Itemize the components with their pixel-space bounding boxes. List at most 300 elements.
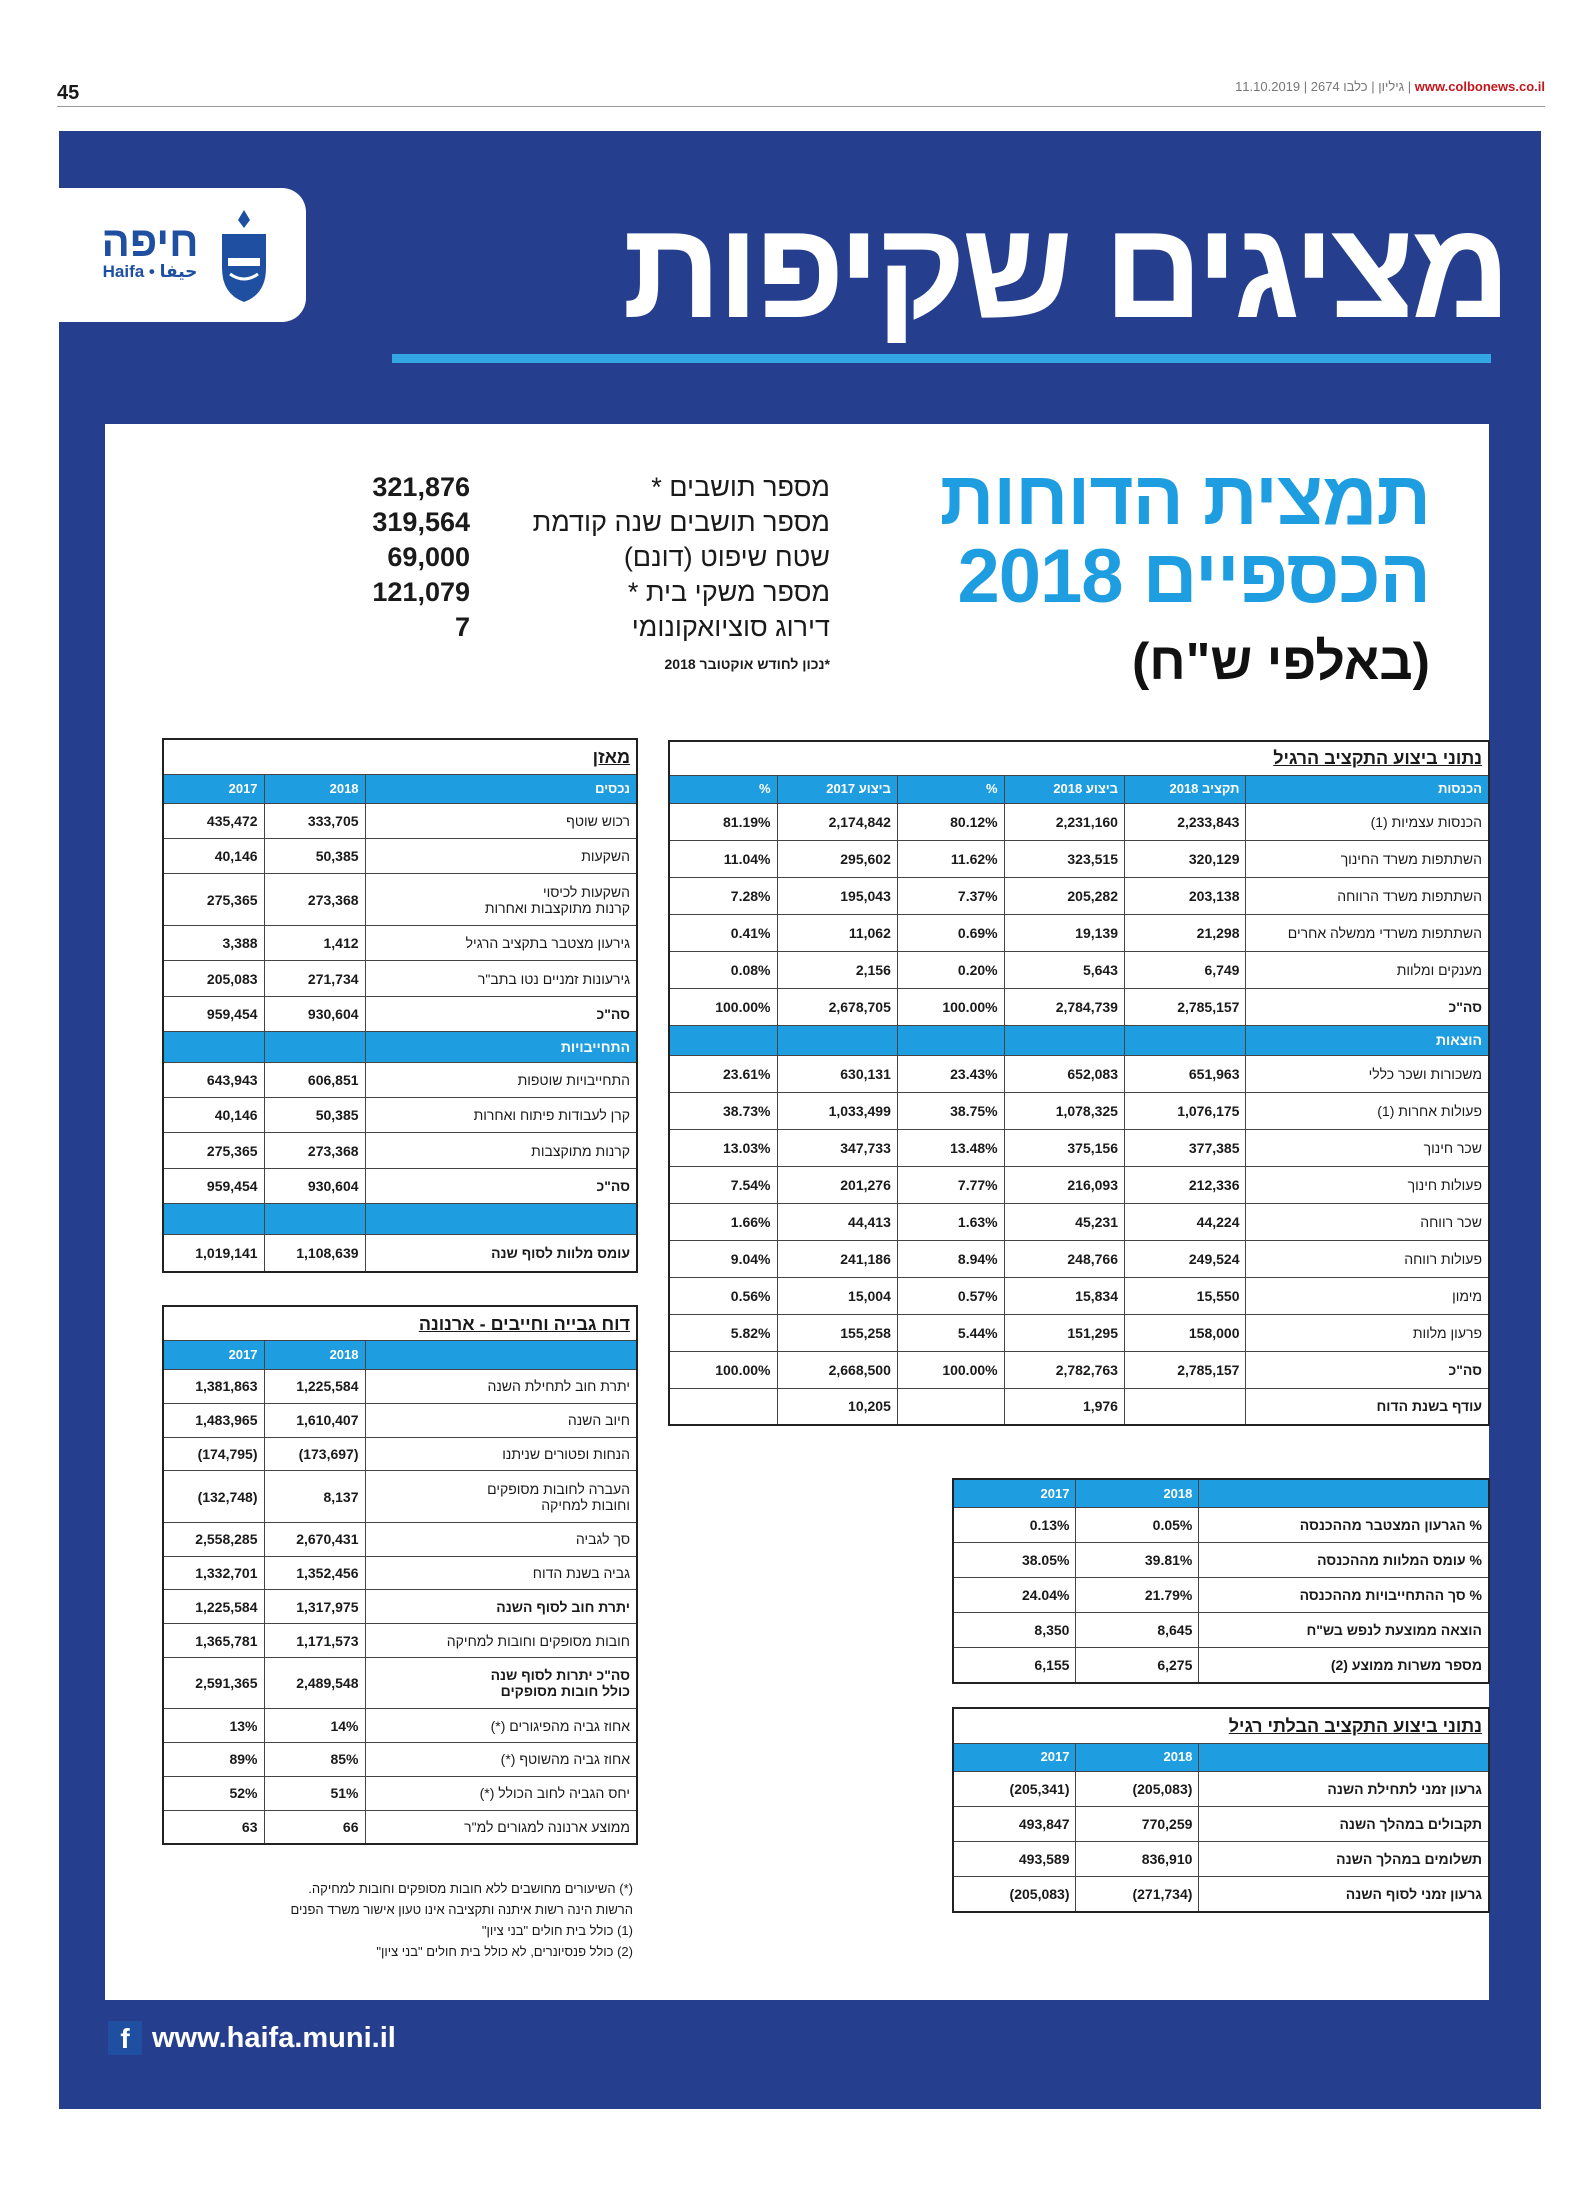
cell-value: 1,381,863 <box>163 1370 264 1404</box>
table-row <box>163 1168 637 1203</box>
cell-value: 375,156 <box>1004 1129 1124 1166</box>
summary-title-line1: תמצית הדוחות <box>939 456 1430 541</box>
top-site[interactable]: www.colbonews.co.il <box>1414 79 1545 94</box>
table-row <box>669 1166 1489 1203</box>
table-row <box>669 840 1489 877</box>
table-header-row <box>669 775 1489 803</box>
cell-value: 643,943 <box>163 1062 264 1097</box>
cell-value: 52% <box>163 1776 264 1810</box>
cell-value: 323,515 <box>1004 840 1124 877</box>
table-row <box>669 1129 1489 1166</box>
cell-value: 2,156 <box>777 951 897 988</box>
cell-value: 216,093 <box>1004 1166 1124 1203</box>
row-label <box>365 1341 637 1370</box>
row-label: סה"כ <box>1246 988 1489 1025</box>
row-label: עודף בשנת הדוח <box>1246 1388 1489 1425</box>
table-row <box>163 1624 637 1658</box>
table-caption-row <box>669 741 1489 775</box>
cell-value: 295,602 <box>777 840 897 877</box>
cell-value: 1,225,584 <box>264 1370 365 1404</box>
cell-value: 15,834 <box>1004 1277 1124 1314</box>
table-row <box>669 1092 1489 1129</box>
fact-row <box>360 610 830 645</box>
row-label: סה"כ <box>365 1168 637 1203</box>
cell-value: 2,785,157 <box>1124 1351 1246 1388</box>
cell-value: 51% <box>264 1776 365 1810</box>
cell-value: 2018 <box>1076 1479 1199 1508</box>
cell-value: 8,350 <box>953 1613 1076 1648</box>
table-row <box>163 1471 637 1522</box>
section-cell <box>264 1203 365 1234</box>
cell-value: 8.94% <box>897 1240 1004 1277</box>
cell-value: 40,146 <box>163 1098 264 1133</box>
cell-value: 201,276 <box>777 1166 897 1203</box>
cell-value: 1,365,781 <box>163 1624 264 1658</box>
cell-value: (271,734) <box>1076 1877 1199 1912</box>
table-caption: דוח גבייה וחייבים - ארנונה <box>163 1306 637 1341</box>
cell-value: 14% <box>264 1709 365 1743</box>
cell-value: 38.73% <box>669 1092 777 1129</box>
cell-value: (205,083) <box>953 1877 1076 1912</box>
section-header-row <box>669 1025 1489 1055</box>
row-label: מספר משרות ממוצע (2) <box>1199 1648 1489 1683</box>
row-label: סה"כ <box>365 996 637 1031</box>
cell-value: 45,231 <box>1004 1203 1124 1240</box>
row-label: פעולות רווחה <box>1246 1240 1489 1277</box>
row-label: חובות מסופקים וחובות למחיקה <box>365 1624 637 1658</box>
table-row <box>163 1657 637 1708</box>
cell-value: 2017 <box>953 1479 1076 1508</box>
cell-value: 1,171,573 <box>264 1624 365 1658</box>
row-label: תשלומים במהלך השנה <box>1199 1842 1489 1877</box>
footnote: (2) כולל פנסיונרים, לא כולל בית חולים "בני ציון" <box>376 1944 633 1959</box>
cell-value: 8,137 <box>264 1471 365 1522</box>
row-label: העברה לחובות מסופקים וחובות למחיקה <box>365 1471 637 1522</box>
cell-value: 11,062 <box>777 914 897 951</box>
cell-value: 2,231,160 <box>1004 803 1124 840</box>
cell-value: 80.12% <box>897 803 1004 840</box>
top-issue-info: 11.10.2019 | 2674 גיליון | כלבו <box>1235 79 1405 94</box>
regular-budget-table <box>668 740 1490 1426</box>
top-info: 11.10.2019 | 2674 גיליון | כלבו | www.colbonews.co.il <box>1235 79 1545 94</box>
cell-value: 249,524 <box>1124 1240 1246 1277</box>
table-row <box>163 803 637 838</box>
summary-subtitle: (באלפי ש"ח) <box>1131 633 1430 691</box>
row-label: רכוש שוטף <box>365 803 637 838</box>
row-label: גביה בשנת הדוח <box>365 1556 637 1590</box>
table-row <box>163 1709 637 1743</box>
row-label: פעולות חינוך <box>1246 1166 1489 1203</box>
table-row <box>163 1522 637 1556</box>
table-row <box>669 803 1489 840</box>
cell-value: 2,489,548 <box>264 1657 365 1708</box>
row-label: גירעונות זמניים נטו בתב"ר <box>365 961 637 996</box>
row-label: השקעות <box>365 839 637 874</box>
cell-value: (174,795) <box>163 1437 264 1471</box>
table-header-row <box>953 1743 1489 1772</box>
cell-value: 435,472 <box>163 803 264 838</box>
table-row <box>163 1235 637 1272</box>
table-caption: נתוני ביצוע התקציב הבלתי רגיל <box>953 1708 1489 1743</box>
cell-value: 2,782,763 <box>1004 1351 1124 1388</box>
table-row <box>953 1648 1489 1683</box>
page-title: מציגים שקיפות <box>622 193 1507 347</box>
cell-value: 195,043 <box>777 877 897 914</box>
cell-value: 0.41% <box>669 914 777 951</box>
cell-value <box>669 1388 777 1425</box>
row-label: הכנסות <box>1246 775 1489 803</box>
cell-value: 248,766 <box>1004 1240 1124 1277</box>
cell-value: 0.08% <box>669 951 777 988</box>
page-number: 45 <box>57 82 80 104</box>
cell-value: 38.75% <box>897 1092 1004 1129</box>
table-row <box>953 1807 1489 1842</box>
cell-value: 1,019,141 <box>163 1235 264 1272</box>
facebook-icon[interactable]: f <box>108 2021 142 2055</box>
cell-value: 2017 <box>163 774 264 803</box>
cell-value: 7.77% <box>897 1166 1004 1203</box>
cell-value: 21,298 <box>1124 914 1246 951</box>
fact-value: 7 <box>454 612 470 642</box>
cell-value: 959,454 <box>163 996 264 1031</box>
fact-row <box>360 575 830 610</box>
section-cell <box>264 1031 365 1062</box>
row-label: הכנסות עצמיות (1) <box>1246 803 1489 840</box>
row-label: התחייבויות שוטפות <box>365 1062 637 1097</box>
cell-value: 1,317,975 <box>264 1590 365 1624</box>
table-row <box>163 1062 637 1097</box>
row-label: יתרת חוב לתחילת השנה <box>365 1370 637 1404</box>
table-caption-row <box>163 1306 637 1341</box>
cell-value: 0.56% <box>669 1277 777 1314</box>
cell-value: 930,604 <box>264 996 365 1031</box>
cell-value: 23.61% <box>669 1055 777 1092</box>
cell-value: 155,258 <box>777 1314 897 1351</box>
row-label: גרעון זמני לסוף השנה <box>1199 1877 1489 1912</box>
table-row <box>163 1403 637 1437</box>
table-row <box>669 1203 1489 1240</box>
fact-value: 69,000 <box>387 542 470 572</box>
cell-value: 2,233,843 <box>1124 803 1246 840</box>
table-row <box>669 914 1489 951</box>
table-caption: מאזן <box>163 739 637 774</box>
table-row <box>953 1842 1489 1877</box>
cell-value: 38.05% <box>953 1543 1076 1578</box>
cell-value: 100.00% <box>897 1351 1004 1388</box>
cell-value: 158,000 <box>1124 1314 1246 1351</box>
cell-value: 11.04% <box>669 840 777 877</box>
section-spacer-row <box>163 1203 637 1234</box>
row-label: השקעות לכיסוי קרנות מתוקצבות ואחרות <box>365 874 637 926</box>
cell-value: 6,155 <box>953 1648 1076 1683</box>
cell-value: 1,610,407 <box>264 1403 365 1437</box>
table-row <box>953 1508 1489 1543</box>
table-row <box>669 1240 1489 1277</box>
table-row <box>163 1776 637 1810</box>
fact-value: 319,564 <box>372 507 470 537</box>
cell-value: 930,604 <box>264 1168 365 1203</box>
fact-row <box>360 505 830 540</box>
table-row <box>953 1578 1489 1613</box>
cell-value: 63 <box>163 1810 264 1844</box>
cell-value: 1,412 <box>264 926 365 961</box>
cell-value: 24.04% <box>953 1578 1076 1613</box>
cell-value: 39.81% <box>1076 1543 1199 1578</box>
table-row <box>163 874 637 926</box>
fact-label: מספר תושבים * <box>651 472 830 502</box>
cell-value: 606,851 <box>264 1062 365 1097</box>
cell-value: 44,413 <box>777 1203 897 1240</box>
cell-value: 493,589 <box>953 1842 1076 1877</box>
table-row <box>163 961 637 996</box>
cell-value: 100.00% <box>669 1351 777 1388</box>
cell-value: 3,388 <box>163 926 264 961</box>
title-underline <box>392 354 1491 363</box>
table-row <box>163 996 637 1031</box>
row-label: הוצאה ממוצעת לנפש בש"ח <box>1199 1613 1489 1648</box>
cell-value: 66 <box>264 1810 365 1844</box>
cell-value: 2,174,842 <box>777 803 897 840</box>
facts-note: *נכון לחודש אוקטובר 2018 <box>664 656 830 672</box>
table-row <box>163 1556 637 1590</box>
section-cell <box>897 1025 1004 1055</box>
cell-value: 0.20% <box>897 951 1004 988</box>
cell-value: (173,697) <box>264 1437 365 1471</box>
table-row <box>953 1772 1489 1807</box>
cell-value: 7.37% <box>897 877 1004 914</box>
row-label: % עומס המלוות מההכנסה <box>1199 1543 1489 1578</box>
row-label <box>1199 1479 1489 1508</box>
cell-value: 50,385 <box>264 1098 365 1133</box>
cell-value: 10,205 <box>777 1388 897 1425</box>
cell-value: 1,078,325 <box>1004 1092 1124 1129</box>
table-row <box>669 988 1489 1025</box>
haifa-emblem-icon <box>218 208 270 304</box>
cell-value: 1,483,965 <box>163 1403 264 1437</box>
cell-value: 6,749 <box>1124 951 1246 988</box>
cell-value: 1.66% <box>669 1203 777 1240</box>
section-label: התחייבויות <box>365 1031 637 1062</box>
cell-value: 23.43% <box>897 1055 1004 1092</box>
cell-value: 377,385 <box>1124 1129 1246 1166</box>
cell-value: (205,341) <box>953 1772 1076 1807</box>
ratios-table <box>952 1478 1490 1684</box>
fact-value: 121,079 <box>372 577 470 607</box>
key-facts <box>360 470 830 645</box>
row-label: תקבולים במהלך השנה <box>1199 1807 1489 1842</box>
cell-value: 493,847 <box>953 1807 1076 1842</box>
row-label: אחוז גביה מהפיגורים (*) <box>365 1709 637 1743</box>
row-label: מימון <box>1246 1277 1489 1314</box>
cell-value: 8,645 <box>1076 1613 1199 1648</box>
row-label: הנחות ופטורים שניתנו <box>365 1437 637 1471</box>
logo-hebrew: חיפה <box>101 218 199 265</box>
footer-website-link[interactable]: www.haifa.muni.il <box>152 2022 396 2054</box>
cell-value: 5,643 <box>1004 951 1124 988</box>
row-label: קרן לעבודות פיתוח ואחרות <box>365 1098 637 1133</box>
cell-value: 1.63% <box>897 1203 1004 1240</box>
irregular-budget-table <box>952 1707 1490 1913</box>
table-row <box>163 1133 637 1168</box>
cell-value: ביצוע 2018 <box>1004 775 1124 803</box>
cell-value: (132,748) <box>163 1471 264 1522</box>
cell-value: 40,146 <box>163 839 264 874</box>
cell-value: 85% <box>264 1742 365 1776</box>
cell-value: 15,550 <box>1124 1277 1246 1314</box>
cell-value: 320,129 <box>1124 840 1246 877</box>
table-row <box>669 1055 1489 1092</box>
cell-value: 273,368 <box>264 874 365 926</box>
cell-value <box>1124 1388 1246 1425</box>
cell-value: 0.05% <box>1076 1508 1199 1543</box>
cell-value: 44,224 <box>1124 1203 1246 1240</box>
table-row <box>669 951 1489 988</box>
table-header-row <box>953 1479 1489 1508</box>
cell-value: 2,784,739 <box>1004 988 1124 1025</box>
cell-value: 2018 <box>264 774 365 803</box>
cell-value: 0.57% <box>897 1277 1004 1314</box>
cell-value: 836,910 <box>1076 1842 1199 1877</box>
cell-value: 1,033,499 <box>777 1092 897 1129</box>
row-label <box>1199 1743 1489 1772</box>
cell-value: 0.69% <box>897 914 1004 951</box>
cell-value: 1,225,584 <box>163 1590 264 1624</box>
row-label: עומס מלוות לסוף שנה <box>365 1235 637 1272</box>
cell-value: 2,785,157 <box>1124 988 1246 1025</box>
section-label: הוצאות <box>1246 1025 1489 1055</box>
fact-label: מספר משקי בית * <box>627 577 830 607</box>
cell-value: 151,295 <box>1004 1314 1124 1351</box>
cell-value: 1,352,456 <box>264 1556 365 1590</box>
table-row <box>953 1877 1489 1912</box>
cell-value: 81.19% <box>669 803 777 840</box>
summary-title-line2: הכספיים 2018 <box>957 534 1430 619</box>
row-label: קרנות מתוקצבות <box>365 1133 637 1168</box>
cell-value: 651,963 <box>1124 1055 1246 1092</box>
row-label: משכורות ושכר כללי <box>1246 1055 1489 1092</box>
table-caption-row <box>163 739 637 774</box>
cell-value: 13% <box>163 1709 264 1743</box>
row-label: מענקים ומלוות <box>1246 951 1489 988</box>
section-cell <box>163 1031 264 1062</box>
cell-value: 50,385 <box>264 839 365 874</box>
cell-value: % <box>669 775 777 803</box>
cell-value: 1,108,639 <box>264 1235 365 1272</box>
cell-value: 1,332,701 <box>163 1556 264 1590</box>
cell-value: 5.44% <box>897 1314 1004 1351</box>
row-label: השתתפות משרד החינוך <box>1246 840 1489 877</box>
cell-value: 15,004 <box>777 1277 897 1314</box>
section-cell <box>669 1025 777 1055</box>
section-cell <box>365 1203 637 1234</box>
cell-value: 9.04% <box>669 1240 777 1277</box>
footnote: (1) כולל בית חולים "בני ציון" <box>481 1923 633 1938</box>
cell-value: 6,275 <box>1076 1648 1199 1683</box>
table-row <box>669 1388 1489 1425</box>
cell-value: 2017 <box>953 1743 1076 1772</box>
table-header-row <box>163 1341 637 1370</box>
cell-value: תקציב 2018 <box>1124 775 1246 803</box>
row-label: סה"כ <box>1246 1351 1489 1388</box>
cell-value: 2,591,365 <box>163 1657 264 1708</box>
cell-value: 205,083 <box>163 961 264 996</box>
table-row <box>953 1543 1489 1578</box>
fact-value: 321,876 <box>372 472 470 502</box>
row-label: שכר רווחה <box>1246 1203 1489 1240</box>
balance-sheet-table <box>162 738 638 1273</box>
cell-value: 7.28% <box>669 877 777 914</box>
table-row <box>163 1810 637 1844</box>
row-label: יתרת חוב לסוף השנה <box>365 1590 637 1624</box>
row-label: נכסים <box>365 774 637 803</box>
table-row <box>163 1590 637 1624</box>
collection-table <box>162 1305 638 1845</box>
cell-value: 770,259 <box>1076 1807 1199 1842</box>
table-row <box>163 1437 637 1471</box>
row-label: ממוצע ארנונה למגורים למ"ר <box>365 1810 637 1844</box>
table-row <box>163 1098 637 1133</box>
cell-value: 1,076,175 <box>1124 1092 1246 1129</box>
cell-value: 2,670,431 <box>264 1522 365 1556</box>
cell-value: 13.48% <box>897 1129 1004 1166</box>
cell-value: 0.13% <box>953 1508 1076 1543</box>
section-cell <box>777 1025 897 1055</box>
cell-value: 347,733 <box>777 1129 897 1166</box>
row-label: % סך ההתחייבויות מההכנסה <box>1199 1578 1489 1613</box>
cell-value: 205,282 <box>1004 877 1124 914</box>
cell-value: 652,083 <box>1004 1055 1124 1092</box>
cell-value: 959,454 <box>163 1168 264 1203</box>
row-label: גירעון מצטבר בתקציב הרגיל <box>365 926 637 961</box>
cell-value: 19,139 <box>1004 914 1124 951</box>
table-row <box>953 1613 1489 1648</box>
cell-value: 2,678,705 <box>777 988 897 1025</box>
table-caption-row <box>953 1708 1489 1743</box>
footnote: (*) השיעורים מחושבים ללא חובות מסופקים וחובות למחיקה. <box>308 1881 633 1896</box>
cell-value: 21.79% <box>1076 1578 1199 1613</box>
cell-value: 89% <box>163 1742 264 1776</box>
row-label: סה"כ יתרות לסוף שנה כולל חובות מסופקים <box>365 1657 637 1708</box>
table-row <box>669 1277 1489 1314</box>
section-cell <box>1124 1025 1246 1055</box>
fact-row <box>360 540 830 575</box>
table-header-row <box>163 774 637 803</box>
cell-value: 5.82% <box>669 1314 777 1351</box>
table-caption: נתוני ביצוע התקציב הרגיל <box>669 741 1489 775</box>
cell-value: 241,186 <box>777 1240 897 1277</box>
row-label: אחוז גביה מהשוטף (*) <box>365 1742 637 1776</box>
row-label: פעולות אחרות (1) <box>1246 1092 1489 1129</box>
cell-value: 7.54% <box>669 1166 777 1203</box>
table-row <box>669 877 1489 914</box>
fact-row <box>360 470 830 505</box>
cell-value: 203,138 <box>1124 877 1246 914</box>
cell-value: 333,705 <box>264 803 365 838</box>
section-cell <box>1004 1025 1124 1055</box>
fact-label: דירוג סוציואקונומי <box>631 612 830 642</box>
row-label: יחס הגביה לחוב הכולל (*) <box>365 1776 637 1810</box>
table-row <box>163 926 637 961</box>
cell-value: 100.00% <box>669 988 777 1025</box>
row-label: % הגרעון המצטבר מההכנסה <box>1199 1508 1489 1543</box>
row-label: שכר חינוך <box>1246 1129 1489 1166</box>
cell-value: 13.03% <box>669 1129 777 1166</box>
logo-subtitle: Haifa • حيفا <box>102 262 198 281</box>
row-label: סך לגביה <box>365 1522 637 1556</box>
footnotes <box>178 1878 633 1962</box>
top-divider <box>57 106 1545 107</box>
cell-value: 273,368 <box>264 1133 365 1168</box>
